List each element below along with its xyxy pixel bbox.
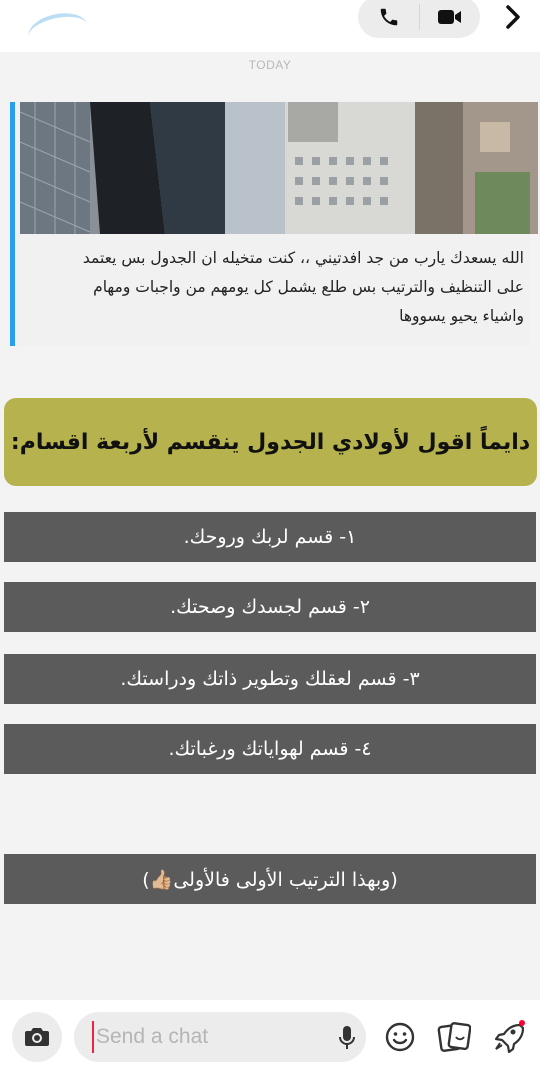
phone-icon [378,6,400,28]
caption-item-2: ٢- قسم لجسدك وصحتك. [4,582,536,632]
games-button[interactable] [490,1018,526,1056]
video-icon [437,7,463,27]
forward-button[interactable] [496,2,530,32]
quoted-line-1: الله يسعدك يارب من جد افدتيني ،، كنت متخيله ان الجدول بس يعتمد [82,249,524,267]
chat-input[interactable] [92,1021,326,1053]
video-call-button[interactable] [419,0,480,38]
chat-header [0,0,540,52]
call-controls [358,0,480,38]
chevron-right-icon [505,5,521,29]
quoted-story-text [24,244,524,331]
stickers-button[interactable] [436,1018,472,1056]
bitmoji-avatar[interactable] [25,8,91,54]
contact-name-blurred[interactable] [20,8,250,44]
notification-dot [519,1020,525,1026]
chat-composer [0,1000,540,1074]
chat-input-container[interactable] [74,1012,366,1062]
quote-accent-bar [10,102,15,346]
emoji-button[interactable] [382,1018,418,1056]
voice-note-button[interactable] [334,1024,360,1052]
quoted-line-3: واشياء يحيو يسووها [399,307,524,325]
camera-button[interactable] [12,1012,62,1062]
caption-item-1: ١- قسم لربك وروحك. [4,512,536,562]
caption-item-4: ٤- قسم لهواياتك ورغباتك. [4,724,536,774]
quoted-story[interactable] [10,102,530,346]
quoted-line-2: على التنظيف والترتيب بس طلع يشمل كل يومهم من واجبات ومهام [93,278,524,296]
headline-caption: دايماً اقول لأولادي الجدول ينقسم لأربعة اقسام: [4,398,537,486]
camera-icon [24,1026,50,1048]
smiley-icon [385,1022,415,1052]
story-thumbnail[interactable] [20,102,538,234]
caption-item-3: ٣- قسم لعقلك وتطوير ذاتك ودراستك. [4,654,536,704]
mic-icon [338,1025,356,1051]
voice-call-button[interactable] [358,0,419,38]
date-divider: TODAY [248,58,292,72]
stickers-icon [437,1021,471,1053]
closing-caption: (وبهذا الترتيب الأولى فالأولى👍🏼) [4,854,536,904]
rocket-icon [492,1021,524,1053]
city-buildings-image [20,102,538,234]
